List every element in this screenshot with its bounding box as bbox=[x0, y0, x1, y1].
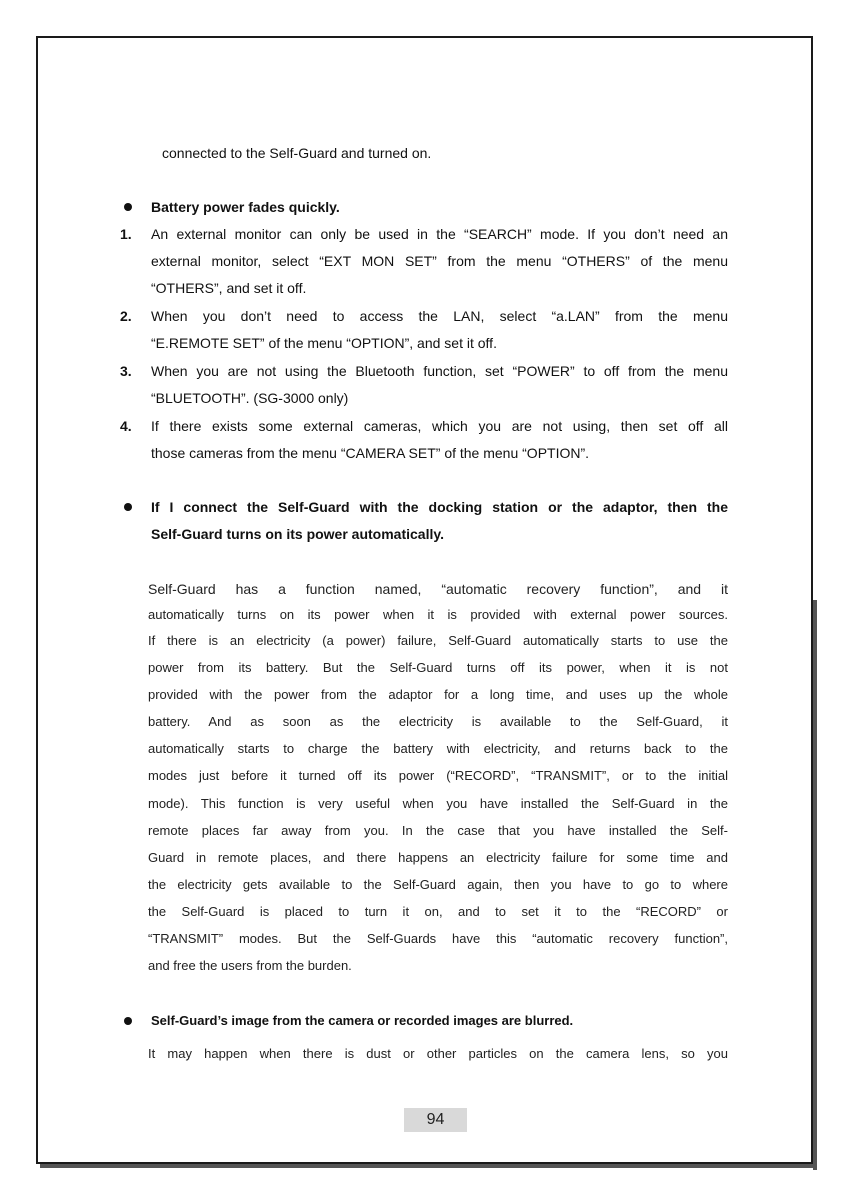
item1-line1: An external monitor can only be used in the “SEARCH” mode. If you don’t need an bbox=[151, 226, 728, 242]
item4-line1: If there exists some external cameras, which you are not using, then set off all bbox=[151, 418, 728, 434]
paragraph-line: It may happen when there is dust or other particles on the camera lens, so you bbox=[148, 1046, 728, 1061]
paragraph-line: “TRANSMIT” modes. But the Self-Guards have this “automatic recovery function”, bbox=[148, 931, 728, 946]
item4-line2: those cameras from the menu “CAMERA SET” of the menu “OPTION”. bbox=[151, 445, 590, 461]
item-number: 4. bbox=[120, 418, 132, 434]
bullet-icon bbox=[124, 1017, 132, 1025]
paragraph-line: If there is an electricity (a power) failure, Self-Guard automatically starts to use the bbox=[148, 633, 728, 648]
frame-shadow-bottom bbox=[40, 1164, 817, 1168]
paragraph-line: modes just before it turned off its power (“RECORD”, “TRANSMIT”, or to the initial bbox=[148, 768, 728, 783]
paragraph-line: automatically starts to charge the battery with electricity, and returns back to the bbox=[148, 741, 728, 756]
paragraph-line: mode). This function is very useful when you have installed the Self-Guard in the bbox=[148, 796, 728, 811]
paragraph-line: provided with the power from the adaptor for a long time, and uses up the whole bbox=[148, 687, 728, 702]
paragraph-line: the electricity gets available to the Self-Guard again, then you have to go to where bbox=[148, 877, 728, 892]
section3-heading: Self-Guard’s image from the camera or recorded images are blurred. bbox=[151, 1013, 574, 1028]
frame-shadow-right bbox=[813, 600, 817, 1170]
section2-heading-line1: If I connect the Self-Guard with the docking station or the adaptor, then the bbox=[151, 499, 728, 515]
intro-line: connected to the Self-Guard and turned on. bbox=[162, 145, 432, 161]
item2-line1: When you don’t need to access the LAN, select “a.LAN” from the menu bbox=[151, 308, 728, 324]
item2-line2: “E.REMOTE SET” of the menu “OPTION”, and set it off. bbox=[151, 335, 497, 351]
section2-heading-line2: Self-Guard turns on its power automatically. bbox=[151, 526, 445, 542]
paragraph-line: battery. And as soon as the electricity is available to the Self-Guard, it bbox=[148, 714, 728, 729]
paragraph-line: the Self-Guard is placed to turn it on, and to set it to the “RECORD” or bbox=[148, 904, 728, 919]
item-number: 2. bbox=[120, 308, 132, 324]
page-number: 94 bbox=[404, 1108, 467, 1132]
item3-line1: When you are not using the Bluetooth function, set “POWER” to off from the menu bbox=[151, 363, 728, 379]
bullet-icon bbox=[124, 503, 132, 511]
paragraph-line: Guard in remote places, and there happens an electricity failure for some time and bbox=[148, 850, 728, 865]
item3-line2: “BLUETOOTH”. (SG-3000 only) bbox=[151, 390, 349, 406]
bullet-icon bbox=[124, 203, 132, 211]
item-number: 3. bbox=[120, 363, 132, 379]
section1-heading: Battery power fades quickly. bbox=[151, 199, 340, 215]
paragraph-line: remote places far away from you. In the case that you have installed the Self- bbox=[148, 823, 728, 838]
paragraph-line: power from its battery. But the Self-Guard turns off its power, when it is not bbox=[148, 660, 728, 675]
item1-line2: external monitor, select “EXT MON SET” from the menu “OTHERS” of the menu bbox=[151, 253, 728, 269]
item1-line3: “OTHERS”, and set it off. bbox=[151, 280, 307, 296]
paragraph-line: Self-Guard has a function named, “automatic recovery function”, and it bbox=[148, 581, 728, 597]
paragraph-line: automatically turns on its power when it is provided with external power sources. bbox=[148, 607, 728, 622]
item-number: 1. bbox=[120, 226, 132, 242]
paragraph-line: and free the users from the burden. bbox=[148, 958, 352, 973]
